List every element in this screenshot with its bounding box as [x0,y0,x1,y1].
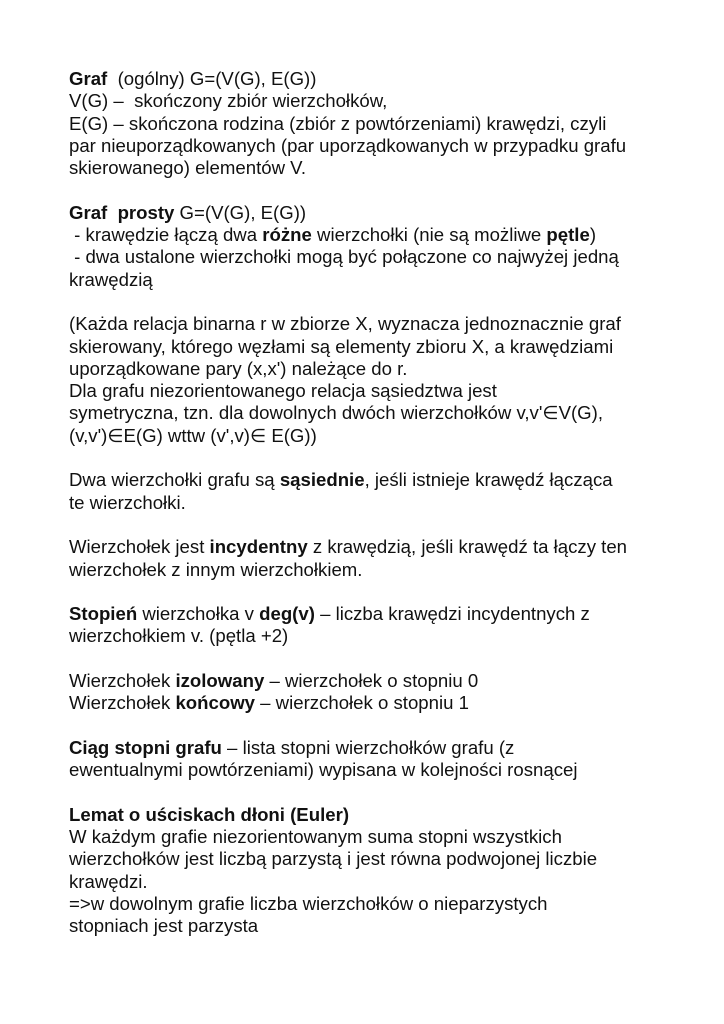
text-line [69,425,689,447]
bold-term: Graf prosty [69,201,175,223]
text-run: Wierzchołek [69,692,176,714]
bold-term: sąsiednie [279,469,365,491]
text-run: - dwa ustalone wierzchołki mogą być połączone co najwyżej jedną [69,246,619,268]
text-run: symetryczna, tzn. dla dowolnych dwóch wierzchołków v,v'∈V(G), [69,402,604,424]
paragraph [69,202,689,291]
text-line [69,246,689,268]
text-line [69,269,689,291]
text-run: - krawędzie łączą dwa [69,224,263,246]
text-run: (v,v')∈E(G) wttw (v',v)∈ E(G)) [69,424,317,446]
text-line [69,90,689,112]
text-run: W każdym grafie niezorientowanym suma stopni wszystkich [69,826,562,848]
bold-term: incydentny [209,536,308,558]
text-line [69,492,689,514]
text-run: – wierzchołek o stopniu 1 [255,692,469,714]
text-run: =>w dowolnym grafie liczba wierzchołków o nieparzystych [69,892,548,914]
text-line [69,135,689,157]
text-run: ) [589,224,597,246]
text-line [69,380,689,402]
bold-term: izolowany [175,670,265,692]
text-line [69,402,689,424]
bold-term: Lemat o uściskach dłoni (Euler) [69,803,350,825]
text-line [69,224,689,246]
text-run: wierzchołka v [137,603,260,625]
text-line [69,670,689,692]
paragraph [69,68,689,179]
text-run: , jeśli istnieje krawędź łącząca [364,469,613,491]
text-line [69,737,689,759]
text-line [69,358,689,380]
text-line [69,68,689,90]
text-run: krawędzi. [69,870,148,892]
text-run: wierzchołków jest liczbą parzystą i jest równa podwojonej liczbie [69,848,598,870]
document-body [69,68,689,960]
bold-term: końcowy [175,692,255,714]
paragraph [69,804,689,938]
text-run: skierowanego) elementów V. [69,157,307,179]
paragraph [69,670,689,715]
text-run: V(G) – skończony zbiór wierzchołków, [69,90,388,112]
text-line [69,826,689,848]
text-line [69,336,689,358]
text-line [69,202,689,224]
bold-term: deg(v) [259,603,315,625]
paragraph [69,469,689,514]
text-run: G=(V(G), E(G)) [174,201,307,223]
text-run: par nieuporządkowanych (par uporządkowanych w przypadku grafu [69,134,627,156]
paragraph [69,737,689,782]
paragraph [69,313,689,447]
text-run: E(G) – skończona rodzina (zbiór z powtórzeniami) krawędzi, czyli [69,112,607,134]
text-run: uporządkowane pary (x,x') należące do r. [69,357,408,379]
text-run: – lista stopni wierzchołków grafu (z [221,736,515,758]
text-run: skierowany, którego węzłami są elementy zbioru X, a krawędziami [69,335,614,357]
text-run: ewentualnymi powtórzeniami) wypisana w kolejności rosnącej [69,759,578,781]
text-line [69,603,689,625]
text-line [69,692,689,714]
bold-term: różne [262,224,312,246]
text-run: z krawędzią, jeśli krawędź ta łączy ten [307,536,628,558]
text-run: krawędzią [69,268,153,290]
bold-term: Graf [69,68,108,89]
text-run: Wierzchołek jest [69,536,210,558]
text-run: te wierzchołki. [69,491,186,513]
text-line [69,313,689,335]
text-run: – liczba krawędzi incydentnych z [314,603,590,625]
text-run: wierzchołek z innym wierzchołkiem. [69,558,363,580]
text-line [69,625,689,647]
text-line [69,871,689,893]
text-run: Wierzchołek [69,670,176,692]
text-line [69,559,689,581]
text-line [69,804,689,826]
text-run: wierzchołki (nie są możliwe [311,224,547,246]
text-run: – wierzchołek o stopniu 0 [264,670,479,692]
text-run: wierzchołkiem v. (pętla +2) [69,625,289,647]
bold-term: pętle [546,224,590,246]
text-run: Dwa wierzchołki grafu są [69,469,280,491]
text-line [69,848,689,870]
text-line [69,157,689,179]
text-run: (Każda relacja binarna r w zbiorze X, wyznacza jednoznacznie graf [69,313,621,335]
text-line [69,915,689,937]
bold-term: Ciąg stopni grafu [69,736,222,758]
text-run: stopniach jest parzysta [69,915,259,937]
text-line [69,536,689,558]
paragraph [69,536,689,581]
text-line [69,759,689,781]
text-run: Dla grafu niezorientowanego relacja sąsiedztwa jest [69,380,497,402]
bold-term: Stopień [69,603,138,625]
text-run: (ogólny) G=(V(G), E(G)) [107,68,317,89]
text-line [69,113,689,135]
paragraph [69,603,689,648]
text-line [69,469,689,491]
text-line [69,893,689,915]
